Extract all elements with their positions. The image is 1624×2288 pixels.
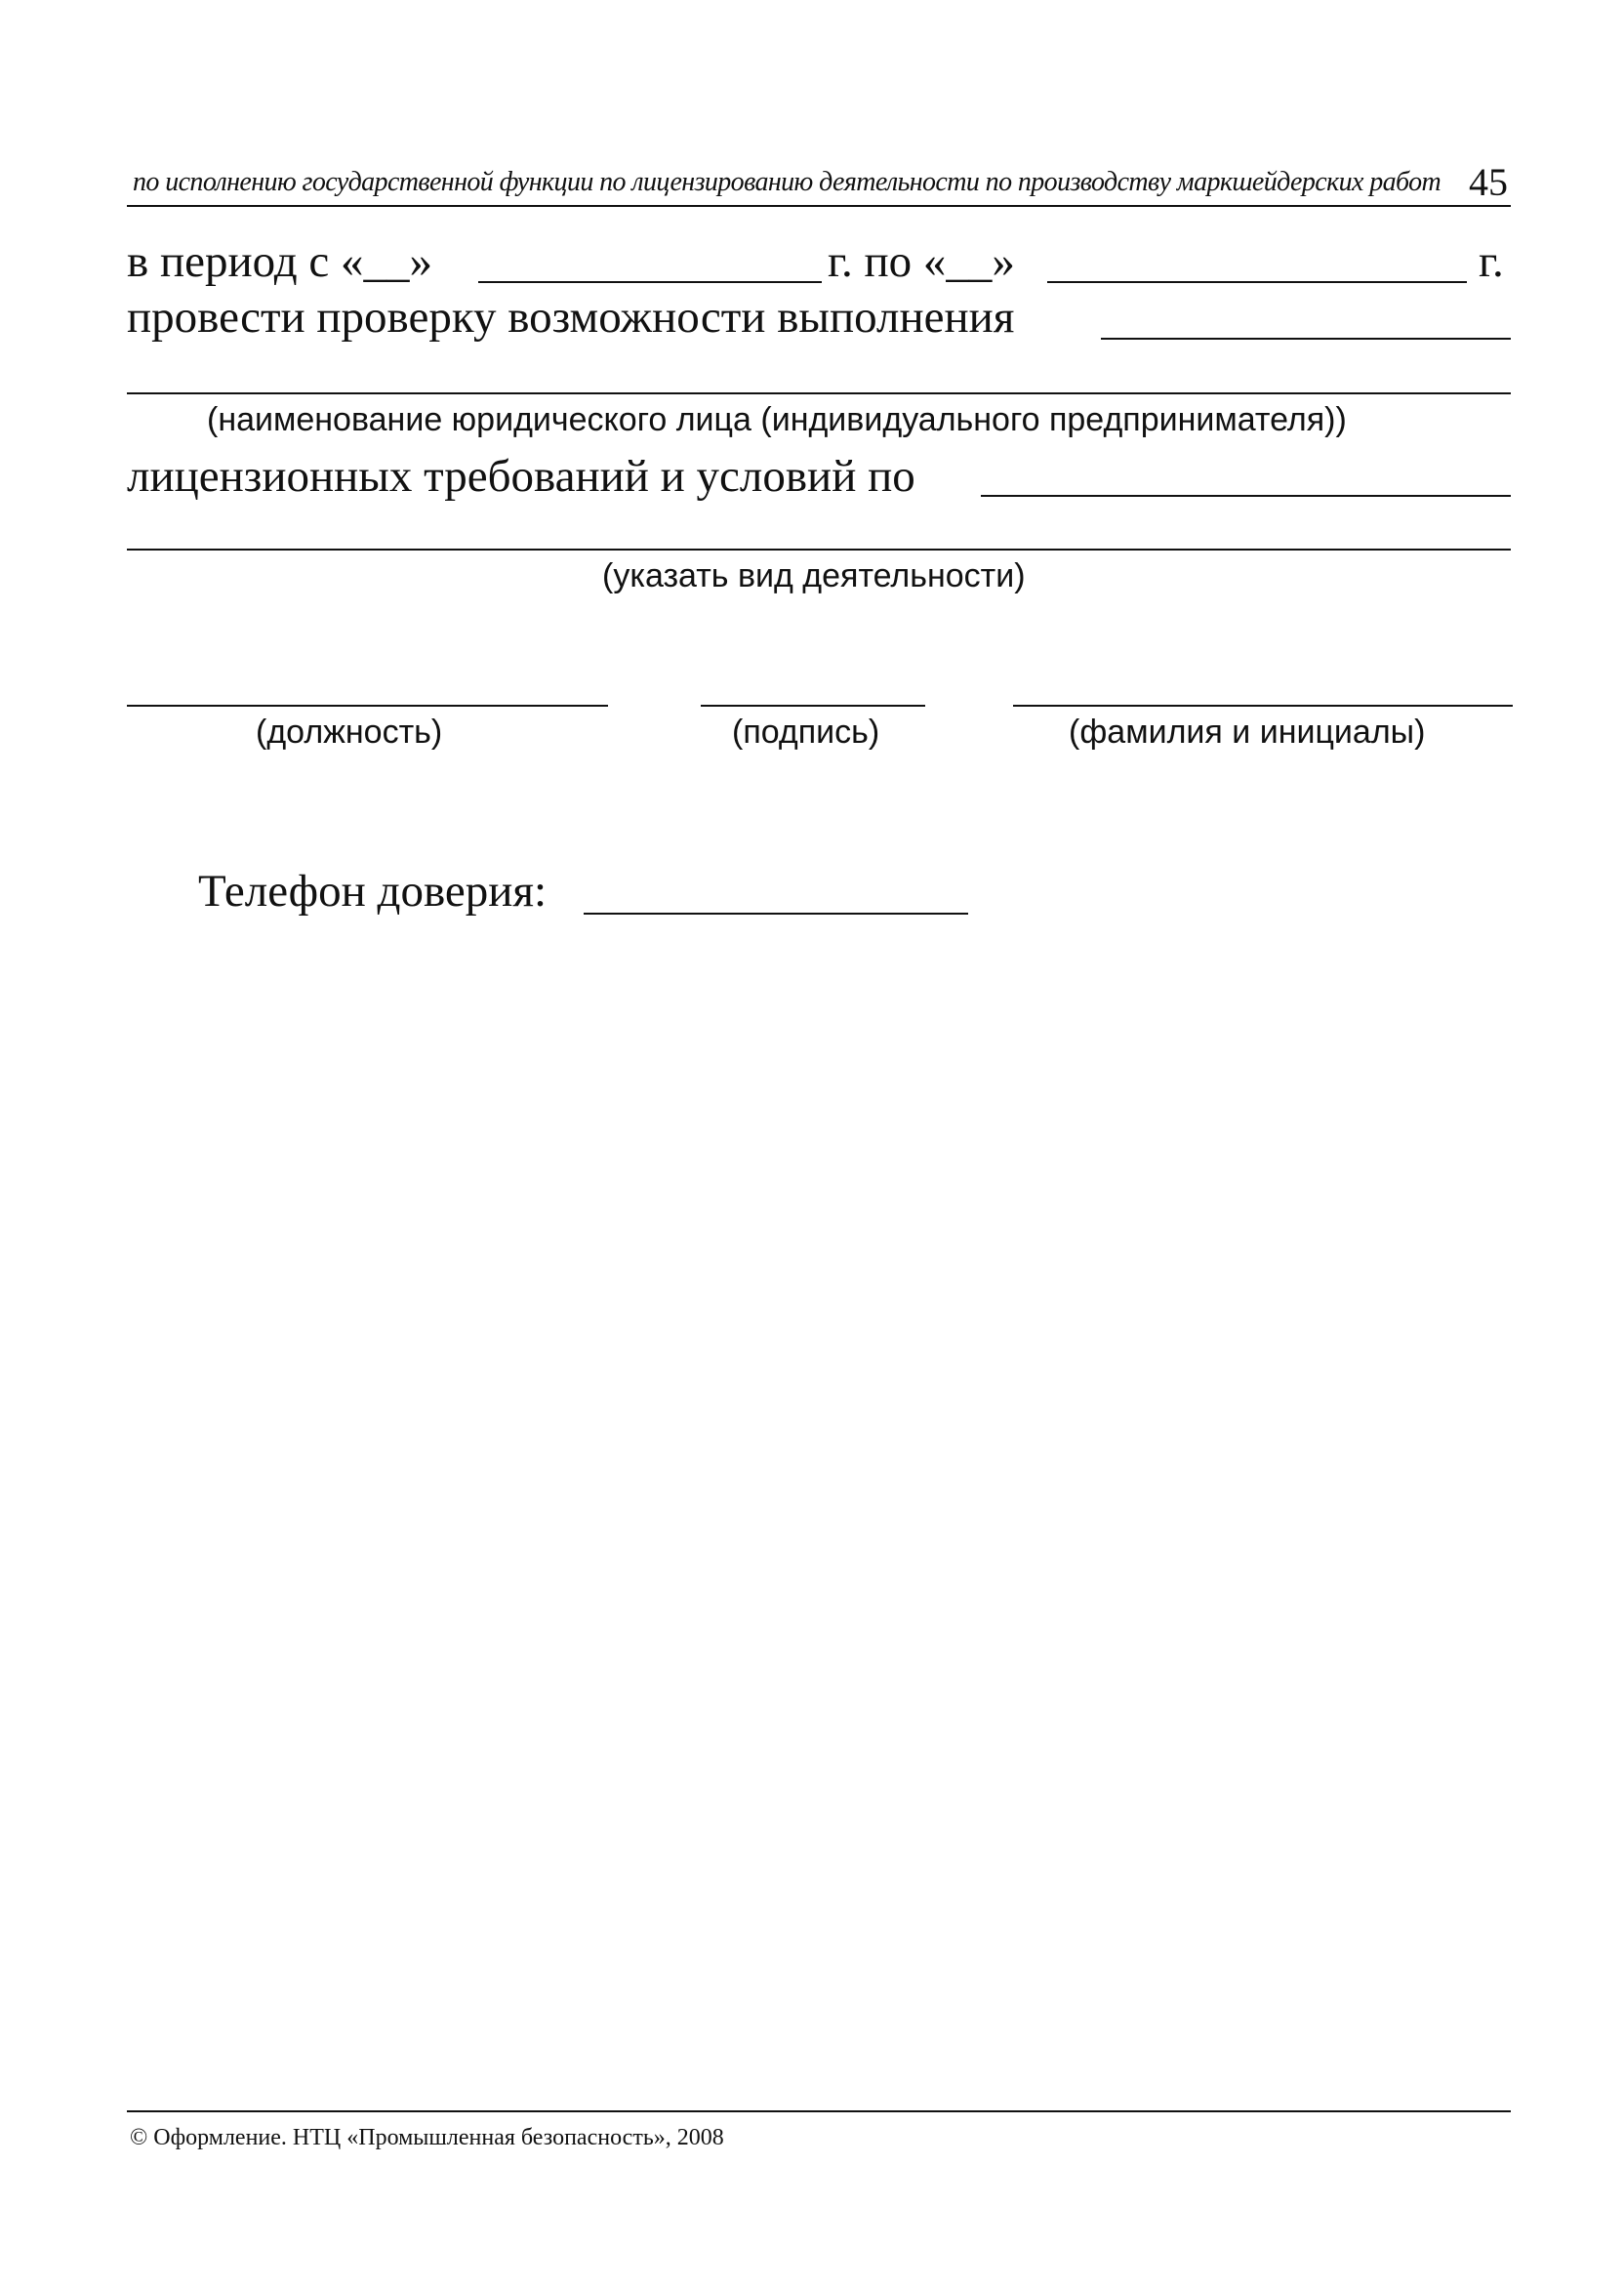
license-blank[interactable]	[981, 495, 1511, 497]
page-number: 45	[1469, 160, 1508, 204]
running-header: по исполнению государственной функции по лицензированию деятельности по производству маркшейдерских работ	[133, 167, 1441, 197]
period-prefix: в период с «__»	[127, 236, 433, 287]
period-start-blank[interactable]	[478, 281, 822, 283]
position-caption: (должность)	[256, 714, 443, 751]
position-blank[interactable]	[127, 705, 608, 707]
activity-blank[interactable]	[127, 549, 1511, 551]
period-suffix: г.	[1479, 236, 1504, 287]
name-blank[interactable]	[1013, 705, 1513, 707]
name-caption: (фамилия и инициалы)	[1069, 714, 1426, 751]
check-line-text: провести проверку возможности выполнения	[127, 292, 1015, 343]
entity-name-blank[interactable]	[127, 392, 1511, 394]
signature-blank[interactable]	[701, 705, 925, 707]
license-line-text: лицензионных требований и условий по	[127, 451, 915, 502]
activity-caption: (указать вид деятельности)	[602, 557, 1026, 594]
entity-caption: (наименование юридического лица (индивидуального предпринимателя))	[207, 401, 1347, 438]
hotline-label: Телефон доверия:	[198, 866, 548, 917]
signature-caption: (подпись)	[732, 714, 880, 751]
header-rule	[127, 205, 1511, 207]
period-end-blank[interactable]	[1047, 281, 1467, 283]
footer-copyright: © Оформление. НТЦ «Промышленная безопасность», 2008	[130, 2125, 724, 2150]
check-blank[interactable]	[1101, 338, 1511, 340]
hotline-blank[interactable]	[584, 913, 968, 915]
footer-rule	[127, 2110, 1511, 2112]
period-mid: г. по «__»	[828, 236, 1015, 287]
